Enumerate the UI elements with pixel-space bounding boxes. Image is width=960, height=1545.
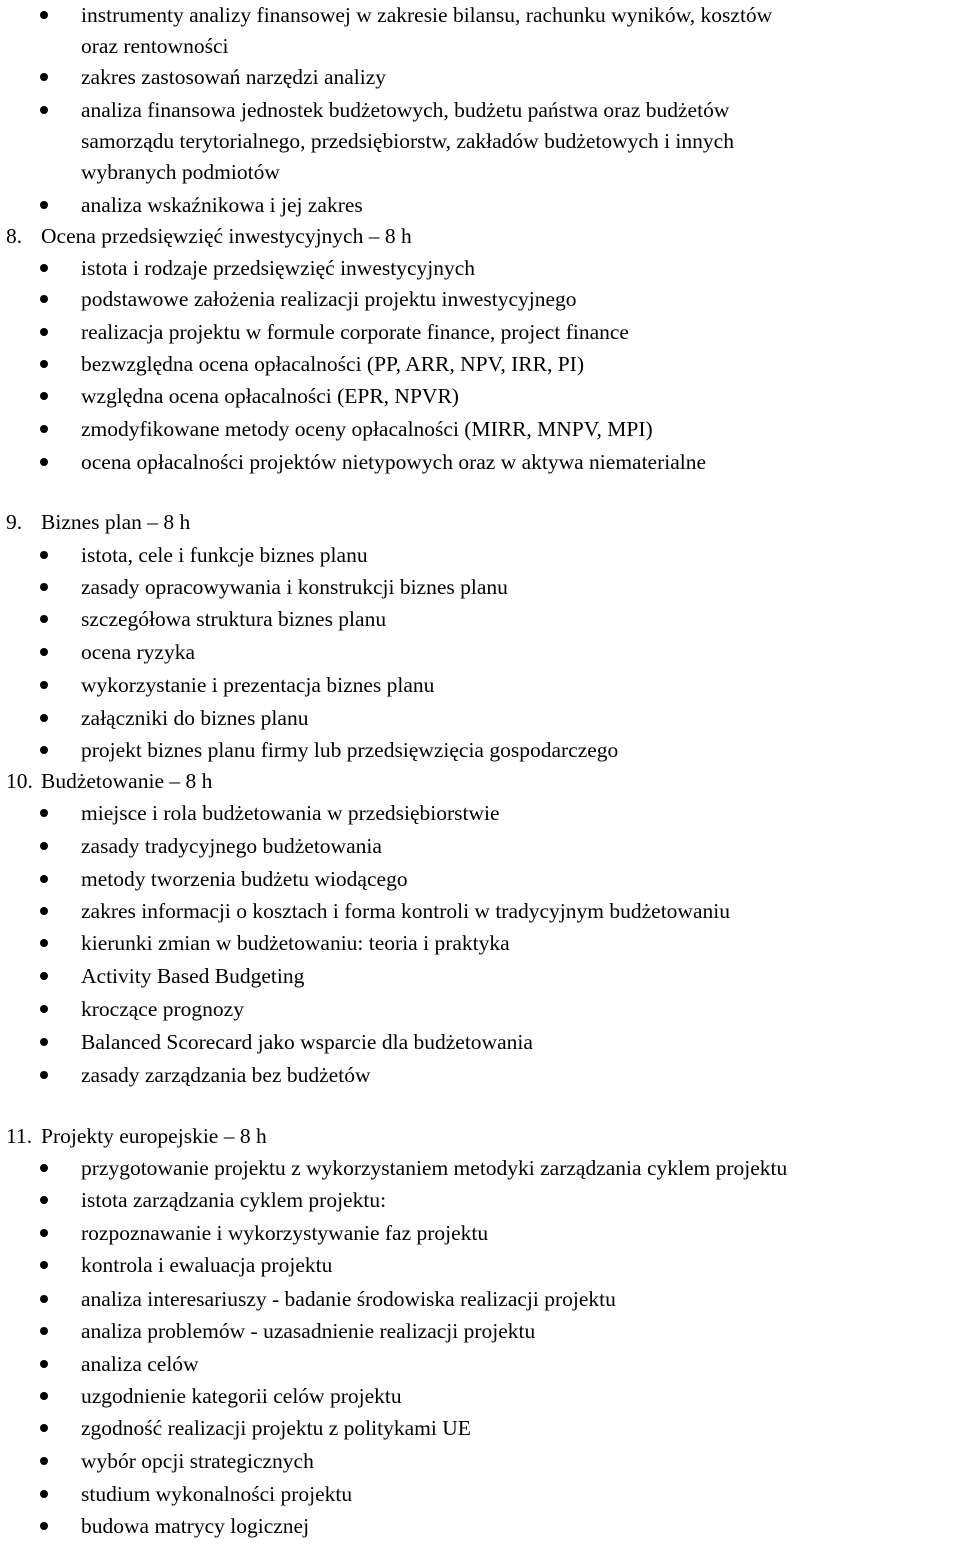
- bullet-icon: [40, 1360, 48, 1368]
- bullet-icon: [40, 73, 48, 81]
- bullet-item-continuation-text: wybranych podmiotów: [81, 160, 280, 184]
- bullet-item-text: budowa matrycy logicznej: [81, 1514, 310, 1538]
- bullet-item-text: zgodność realizacji projektu z politykami UE: [81, 1416, 471, 1440]
- section-number: 8.: [6, 224, 23, 248]
- bullet-item-text: bezwzględna ocena opłacalności (PP, ARR, NPV, IRR, PI): [81, 352, 584, 376]
- bullet-icon: [40, 842, 48, 850]
- bullet-icon: [40, 1522, 48, 1530]
- bullet-icon: [40, 809, 48, 817]
- bullet-item-text: uzgodnienie kategorii celów projektu: [81, 1384, 402, 1408]
- bullet-item-text: Activity Based Budgeting: [81, 964, 305, 988]
- bullet-item-text: kierunki zmian w budżetowaniu: teoria i praktyka: [81, 931, 510, 955]
- bullet-icon: [40, 1490, 48, 1498]
- bullet-item-text: kroczące prognozy: [81, 997, 244, 1021]
- bullet-item-text: załączniki do biznes planu: [81, 706, 309, 730]
- bullet-icon: [40, 328, 48, 336]
- bullet-icon: [40, 875, 48, 883]
- bullet-icon: [40, 1196, 48, 1204]
- bullet-icon: [40, 907, 48, 915]
- bullet-item-text: zakres informacji o kosztach i forma kontroli w tradycyjnym budżetowaniu: [81, 899, 730, 923]
- bullet-item-text: zasady zarządzania bez budżetów: [81, 1063, 371, 1087]
- bullet-item-text: realizacja projektu w formule corporate finance, project finance: [81, 320, 629, 344]
- bullet-item-text: wykorzystanie i prezentacja biznes planu: [81, 673, 435, 697]
- bullet-item-text: zakres zastosowań narzędzi analizy: [81, 65, 387, 89]
- bullet-item-text: Balanced Scorecard jako wsparcie dla budżetowania: [81, 1030, 533, 1054]
- bullet-icon: [40, 583, 48, 591]
- bullet-icon: [40, 1038, 48, 1046]
- bullet-icon: [40, 1327, 48, 1335]
- bullet-icon: [40, 264, 48, 272]
- bullet-item-text: istota zarządzania cyklem projektu:: [81, 1188, 387, 1212]
- bullet-icon: [40, 392, 48, 400]
- bullet-item-text: studium wykonalności projektu: [81, 1482, 353, 1506]
- bullet-icon: [40, 1457, 48, 1465]
- bullet-item-text: metody tworzenia budżetu wiodącego: [81, 867, 408, 891]
- bullet-icon: [40, 714, 48, 722]
- section-title: Projekty europejskie – 8 h: [41, 1124, 267, 1148]
- section-title: Biznes plan – 8 h: [41, 510, 191, 534]
- bullet-item-text: istota i rodzaje przedsięwzięć inwestycyjnych: [81, 256, 476, 280]
- bullet-item-text: podstawowe założenia realizacji projektu inwestycyjnego: [81, 287, 577, 311]
- bullet-item-text: analiza problemów - uzasadnienie realizacji projektu: [81, 1319, 536, 1343]
- section-number: 11.: [6, 1124, 33, 1148]
- bullet-item-text: względna ocena opłacalności (EPR, NPVR): [81, 384, 459, 408]
- bullet-icon: [40, 1005, 48, 1013]
- bullet-icon: [40, 1164, 48, 1172]
- bullet-icon: [40, 360, 48, 368]
- bullet-icon: [40, 1261, 48, 1269]
- bullet-icon: [40, 106, 48, 114]
- bullet-item-text: szczegółowa struktura biznes planu: [81, 607, 387, 631]
- bullet-item-text: istota, cele i funkcje biznes planu: [81, 543, 368, 567]
- bullet-icon: [40, 1424, 48, 1432]
- bullet-icon: [40, 1071, 48, 1079]
- bullet-item-text: miejsce i rola budżetowania w przedsiębiorstwie: [81, 801, 500, 825]
- bullet-item-text: zmodyfikowane metody oceny opłacalności (MIRR, MNPV, MPI): [81, 417, 653, 441]
- bullet-item-text: projekt biznes planu firmy lub przedsięwzięcia gospodarczego: [81, 738, 619, 762]
- bullet-icon: [40, 1229, 48, 1237]
- bullet-icon: [40, 425, 48, 433]
- bullet-item-text: analiza wskaźnikowa i jej zakres: [81, 193, 363, 217]
- bullet-icon: [40, 458, 48, 466]
- bullet-item-text: zasady tradycyjnego budżetowania: [81, 834, 382, 858]
- section-title: Budżetowanie – 8 h: [41, 769, 213, 793]
- bullet-item-text: rozpoznawanie i wykorzystywanie faz projektu: [81, 1221, 489, 1245]
- bullet-icon: [40, 201, 48, 209]
- bullet-icon: [40, 11, 48, 19]
- bullet-item-text: analiza finansowa jednostek budżetowych, budżetu państwa oraz budżetów: [81, 98, 730, 122]
- bullet-icon: [40, 681, 48, 689]
- bullet-item-text: przygotowanie projektu z wykorzystaniem metodyki zarządzania cyklem projektu: [81, 1156, 788, 1180]
- bullet-item-text: analiza celów: [81, 1352, 199, 1376]
- bullet-item-text: instrumenty analizy finansowej w zakresie bilansu, rachunku wyników, kosztów: [81, 3, 773, 27]
- bullet-item-text: kontrola i ewaluacja projektu: [81, 1253, 333, 1277]
- section-number: 9.: [6, 510, 23, 534]
- bullet-item-continuation-text: samorządu terytorialnego, przedsiębiorstw, zakładów budżetowych i innych: [81, 129, 734, 153]
- section-number: 10.: [6, 769, 33, 793]
- bullet-icon: [40, 972, 48, 980]
- bullet-icon: [40, 1392, 48, 1400]
- bullet-icon: [40, 295, 48, 303]
- bullet-icon: [40, 1295, 48, 1303]
- bullet-item-continuation-text: oraz rentowności: [81, 34, 229, 58]
- bullet-item-text: wybór opcji strategicznych: [81, 1449, 314, 1473]
- bullet-icon: [40, 615, 48, 623]
- section-title: Ocena przedsięwzięć inwestycyjnych – 8 h: [41, 224, 412, 248]
- bullet-item-text: ocena ryzyka: [81, 640, 195, 664]
- bullet-item-text: ocena opłacalności projektów nietypowych oraz w aktywa niematerialne: [81, 450, 707, 474]
- bullet-icon: [40, 746, 48, 754]
- bullet-icon: [40, 648, 48, 656]
- bullet-icon: [40, 939, 48, 947]
- bullet-icon: [40, 551, 48, 559]
- bullet-item-text: analiza interesariuszy - badanie środowiska realizacji projektu: [81, 1287, 616, 1311]
- bullet-item-text: zasady opracowywania i konstrukcji biznes planu: [81, 575, 508, 599]
